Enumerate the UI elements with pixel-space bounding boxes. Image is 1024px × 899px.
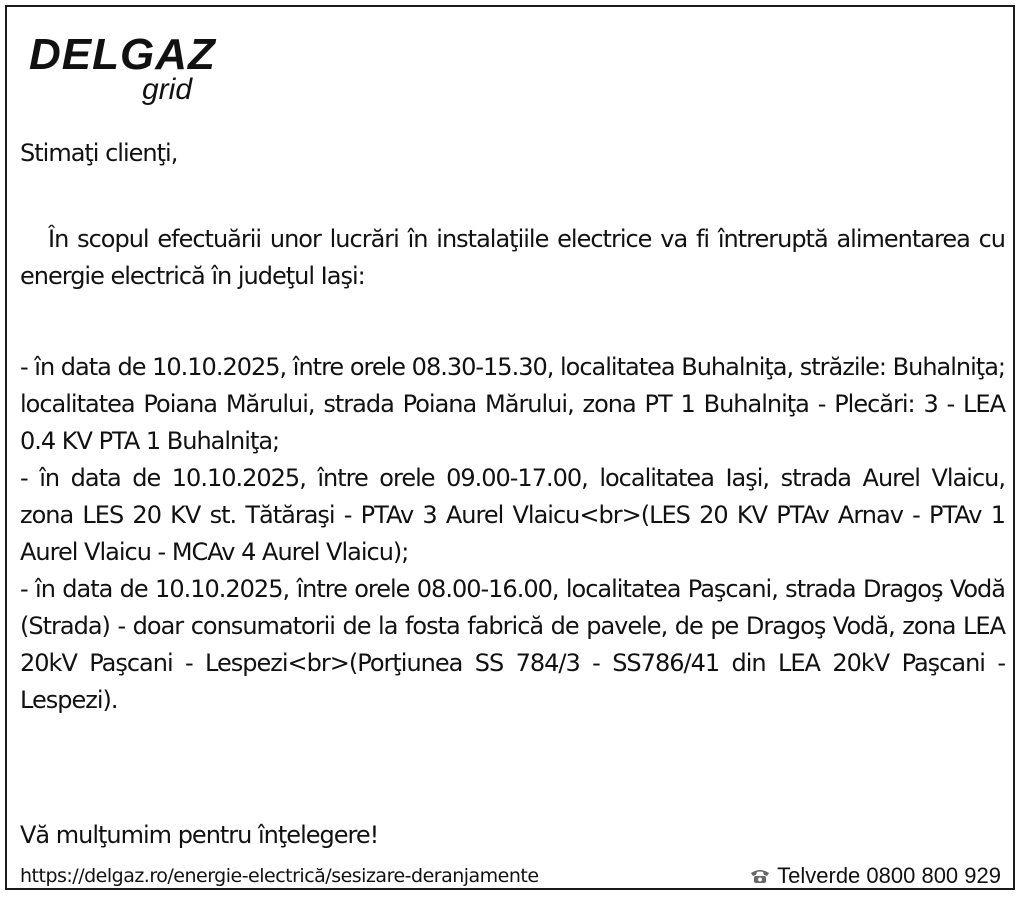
outage-item: - în data de 10.10.2025, între orele 09.00-17.00, localitatea Iaşi, strada Aurel Vlaicu, zona LES 20 KV st. Tătăraşi - PTAv 3 Aurel Vlaicu<br>(LES 20 KV PTAv Arnav - PTAv 1 Aurel Vlaicu - MCAv 4 Aurel Vlaicu); <box>20 464 1005 566</box>
outage-list <box>20 349 1005 719</box>
outage-item: - în data de 10.10.2025, între orele 08.00-16.00, localitatea Paşcani, strada Dragoş Vodă (Strada) - doar consumatorii de la fosta fabrică de pavele, de pe Dragoş Vodă, zona LEA 20kV Paşcani - Lespezi<br>(Porţiunea SS 784/3 - SS786/41 din LEA 20kV Paşcani - Lespezi). <box>20 575 1005 714</box>
footer-phone <box>749 863 1001 889</box>
footer-url-link[interactable]: https://delgaz.ro/energie-electrică/sesizare-deranjamente <box>20 865 539 887</box>
telephone-icon <box>749 867 771 885</box>
logo-sub: grid <box>142 73 193 106</box>
closing-line: Vă mulţumim pentru înţelegere! <box>20 821 379 849</box>
salutation: Stimaţi clienţi, <box>20 139 178 167</box>
intro-paragraph: În scopul efectuării unor lucrări în instalaţiile electrice va fi întreruptă alimentarea cu energie electrică în judeţul Iaşi: <box>20 225 1005 290</box>
outage-item: - în data de 10.10.2025, între orele 08.30-15.30, localitatea Buhalniţa, străzile: Buhalniţa; localitatea Poiana Mărului, strada Poiana Mărului, zona PT 1 Buhalniţa - Plecări: 3 - LEA 0.4 KV PTA 1 Buhalniţa; <box>20 353 1005 455</box>
delgaz-grid-logo <box>29 31 229 111</box>
notice-frame <box>5 5 1015 890</box>
logo-brand: DELGAZ <box>29 30 216 79</box>
phone-number: Telverde 0800 800 929 <box>777 863 1001 888</box>
